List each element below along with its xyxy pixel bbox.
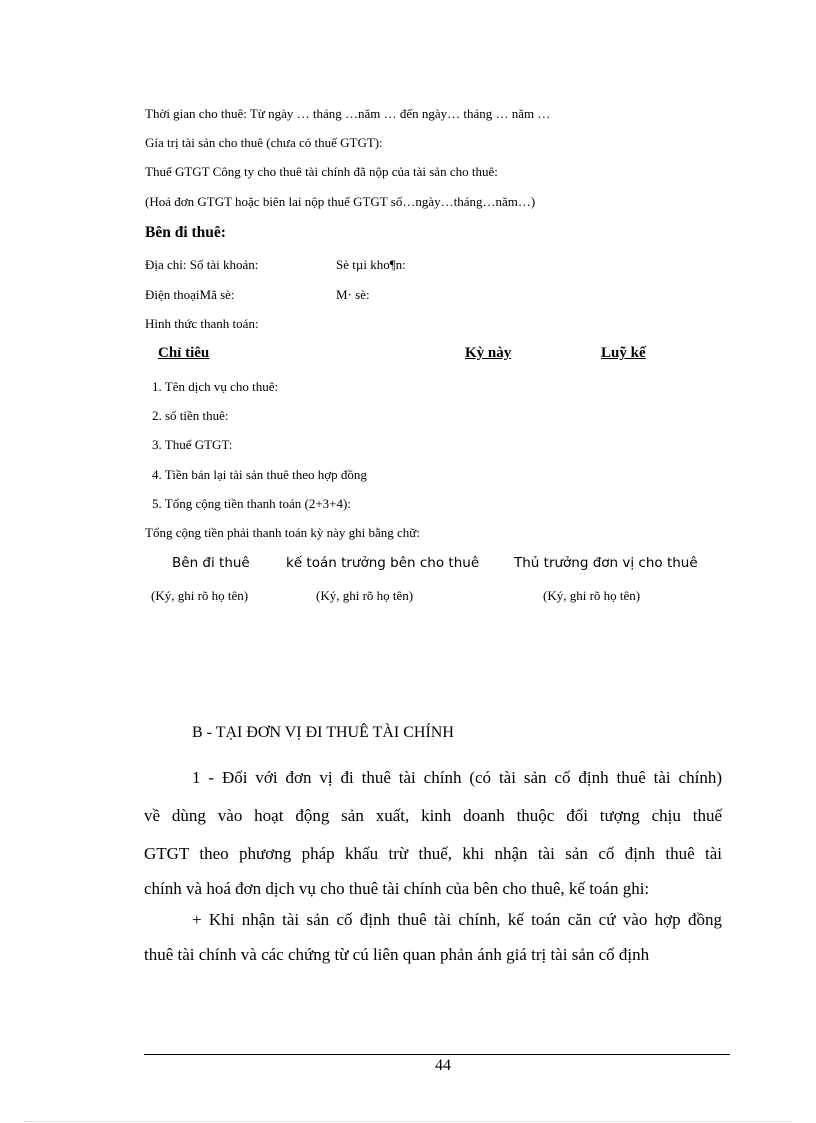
address-label: Địa chỉ: Số tài khoản: <box>145 257 259 272</box>
paragraph-line: GTGT theo phương pháp khấu trừ thuế, khi nhận tài sản cố định thuê tài <box>144 844 722 863</box>
paragraph-line: + Khi nhận tài sản cố định thuê tài chính, kế toán căn cứ vào hợp đồng <box>192 910 722 929</box>
page-border <box>24 1121 792 1122</box>
asset-value-line: Gía trị tài sản cho thuê (chưa có thuế GTGT): <box>145 135 383 150</box>
signature-title-chief-accountant: kế toán trưởng bên cho thuê <box>286 555 480 571</box>
lease-period-line: Thời gian cho thuê: Từ ngày … tháng …năm … đến ngày… tháng … năm … <box>145 106 551 121</box>
paragraph-line: chính và hoá đơn dịch vụ cho thuê tài chính của bên cho thuê, kế toán ghi: <box>144 879 650 898</box>
section-title: B - TẠI ĐƠN VỊ ĐI THUÊ TÀI CHÍNH <box>192 724 454 741</box>
table-header-this-period: Kỳ này <box>465 345 512 361</box>
table-row: 1. Tên dịch vụ cho thuê: <box>152 379 279 394</box>
paragraph-line: 1 - Đối với đơn vị đi thuê tài chính (có tài sản cố định thuê tài chính) <box>192 768 722 787</box>
table-row: 2. số tiền thuê: <box>152 408 229 423</box>
lessee-heading: Bên đi thuê: <box>145 224 226 241</box>
payment-method-label: Hình thức thanh toán: <box>145 316 259 331</box>
page-number: 44 <box>435 1057 451 1074</box>
table-row: 3. Thuế GTGT: <box>152 437 233 452</box>
account-label: Sè tµi kho¶n: <box>336 257 406 272</box>
table-row: 5. Tổng cộng tiền thanh toán (2+3+4): <box>152 496 351 511</box>
signature-title-lessee: Bên đi thuê <box>172 555 250 571</box>
vat-invoice-line: (Hoá đơn GTGT hoặc biên lai nộp thuế GTGT số…ngày…tháng…năm…) <box>145 194 536 209</box>
table-header-criteria: Chỉ tiêu <box>158 345 210 361</box>
table-row: 4. Tiền bán lại tài sản thuê theo hợp đồng <box>152 467 367 482</box>
total-in-words-label: Tổng cộng tiền phải thanh toán kỳ này ghi bằng chữ: <box>145 525 420 540</box>
table-header-cumulative: Luỹ kế <box>601 345 646 361</box>
vat-paid-line: Thuế GTGT Công ty cho thuê tài chính đã nộp của tài sản cho thuê: <box>145 164 498 179</box>
footer-rule <box>144 1054 730 1055</box>
phone-label: Điện thoạiMã sè: <box>145 287 235 302</box>
signature-title-lessor-head: Thủ trưởng đơn vị cho thuê <box>514 555 698 571</box>
signature-note: (Ký, ghi rõ họ tên) <box>543 588 641 603</box>
signature-note: (Ký, ghi rõ họ tên) <box>151 588 249 603</box>
paragraph-line: về dùng vào hoạt động sản xuất, kinh doanh thuộc đối tượng chịu thuế <box>144 806 722 825</box>
paragraph-line: thuê tài chính và các chứng từ cú liên quan phản ánh giá trị tài sản cố định <box>144 945 650 964</box>
signature-note: (Ký, ghi rõ họ tên) <box>316 588 414 603</box>
tax-code-label: M· sè: <box>336 287 370 302</box>
